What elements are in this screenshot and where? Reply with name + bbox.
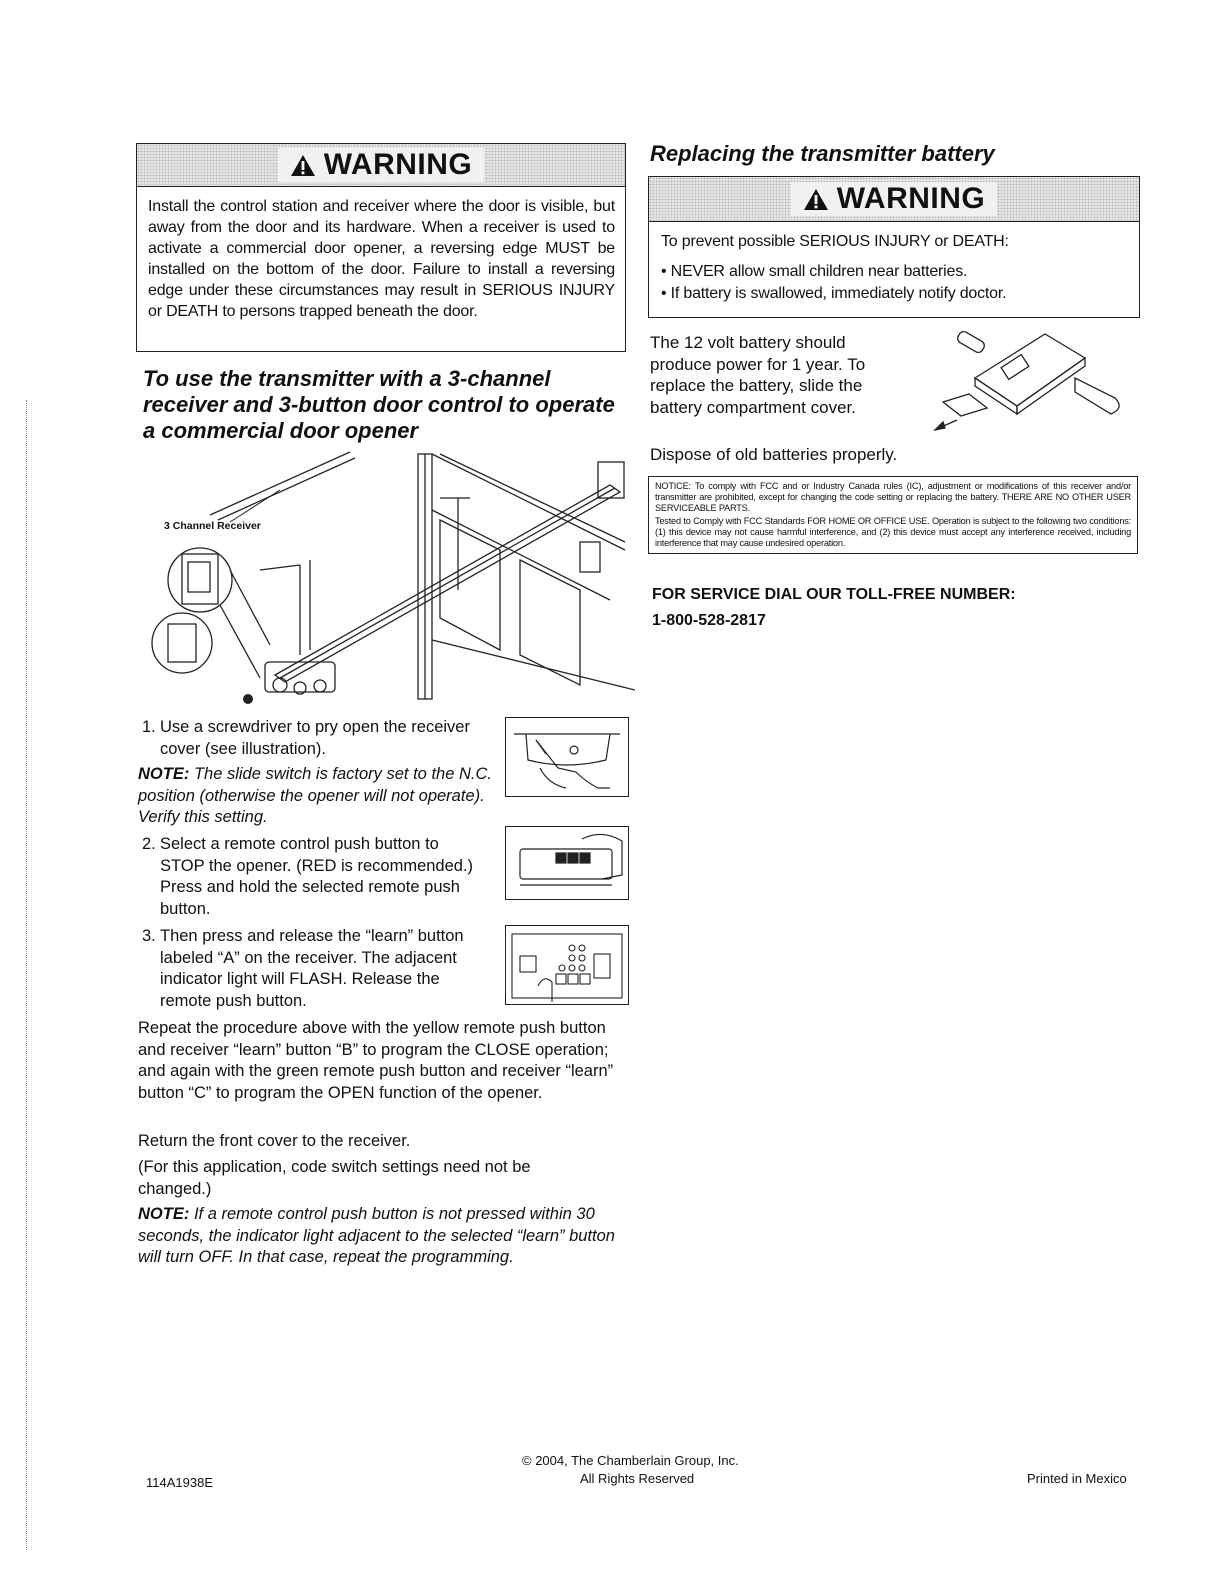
service-label: FOR SERVICE DIAL OUR TOLL-FREE NUMBER: — [652, 586, 1016, 603]
step-1-number: 1. — [142, 718, 156, 736]
receiver-cover-illustration — [505, 717, 629, 797]
note-2-text: If a remote control push button is not pressed within 30 seconds, the indicator light adjacent to the selected “learn” button will turn OFF. In that case, repeat the programming. — [138, 1205, 615, 1266]
remote-button-illustration — [505, 826, 629, 900]
warning-triangle-icon — [803, 188, 829, 211]
return-cover-text: Return the front cover to the receiver. — [138, 1132, 411, 1150]
learn-button-illustration — [505, 925, 629, 1005]
footer-copyright: © 2004, The Chamberlain Group, Inc. — [522, 1453, 739, 1468]
warning-triangle-icon — [290, 154, 316, 177]
fcc-notice-box — [648, 476, 1138, 554]
remote-press-drawing — [506, 827, 628, 899]
warning-box-left — [136, 143, 626, 352]
warning-intro: To prevent possible SERIOUS INJURY or DEATH: — [661, 233, 1009, 250]
garage-opener-illustration — [140, 450, 635, 712]
screwdriver-pry-drawing — [506, 718, 628, 796]
warning-title-right: WARNING — [791, 182, 998, 216]
code-switch-text: (For this application, code switch settings need not be changed.) — [138, 1158, 531, 1198]
footer-rights: All Rights Reserved — [580, 1471, 695, 1486]
warning-box-right — [648, 176, 1140, 318]
garage-opener-drawing — [140, 450, 635, 712]
warning-bullet-1: • NEVER allow small children near batteries. — [661, 263, 968, 280]
section-heading-3-channel: To use the transmitter with a 3-channel receiver and 3-button door control to operate a commercial door opener — [143, 366, 615, 443]
illustration-label-receiver: 3 Channel Receiver — [164, 520, 261, 532]
note-2 — [138, 1204, 618, 1269]
note-1-text: The slide switch is factory set to the N.C. position (otherwise the opener will not operate). Verify this setting. — [138, 765, 492, 826]
section-heading-battery: Replacing the transmitter battery — [650, 141, 995, 166]
footer-printed-in: Printed in Mexico — [1027, 1471, 1127, 1486]
warning-header-right — [649, 177, 1139, 222]
fcc-notice-paragraph-1: NOTICE: To comply with FCC and or Industry Canada rules (IC), adjustment or modifications of this receiver and/or transmitter are prohibited, except for changing the code setting or replacing the battery. THERE ARE NO OTHER USER SERVICEABLE PARTS. — [655, 481, 1131, 513]
step-2 — [142, 834, 482, 920]
step-2-text: Select a remote control push button to STOP the opener. (RED is recommended.) Press and hold the selected remote push button. — [160, 835, 474, 918]
warning-title: WARNING — [278, 148, 485, 182]
step-3-text: Then press and release the “learn” button labeled “A” on the receiver. The adjacent indicator light will FLASH. Release the remote push button. — [160, 927, 464, 1010]
note-1-label: NOTE: — [138, 765, 190, 783]
warning-bullet-2: • If battery is swallowed, immediately notify doctor. — [661, 285, 1007, 302]
page-edge-line — [26, 400, 27, 1550]
warning-body-text: Install the control station and receiver where the door is visible, but away from the door and its hardware. When a receiver is used to activate a commercial door opener, a reversing edge MUST be installed on the bottom of the door. Failure to install a reversing edge under these circumstances may result in SERIOUS INJURY or DEATH to persons trapped beneath the door. — [148, 198, 615, 320]
step-1 — [142, 717, 482, 760]
dispose-batteries-text: Dispose of old batteries properly. — [650, 445, 898, 464]
transmitter-battery-drawing — [925, 328, 1130, 433]
step-1-text: Use a screwdriver to pry open the receiver cover (see illustration). — [160, 718, 470, 758]
footer-part-number: 114A1938E — [146, 1475, 213, 1490]
receiver-board-drawing — [506, 926, 628, 1004]
fcc-notice-paragraph-2: Tested to Comply with FCC Standards FOR HOME OR OFFICE USE. Operation is subject to the following two conditions: (1) this device may not cause harmful interference, and (2) this device must accept any interference received, including interference that may cause undesired operation. — [655, 516, 1131, 548]
step-2-number: 2. — [142, 835, 156, 853]
service-phone-number: 1-800-528-2817 — [652, 612, 766, 629]
step-3-number: 3. — [142, 927, 156, 945]
transmitter-battery-illustration — [925, 328, 1130, 433]
repeat-procedure-text: Repeat the procedure above with the yellow remote push button and receiver “learn” button “B” to program the CLOSE operation; and again with the green remote push button and receiver “learn” button “C” to program the OPEN function of the opener. — [138, 1019, 614, 1102]
note-2-label: NOTE: — [138, 1205, 190, 1223]
warning-header — [137, 144, 625, 187]
battery-life-text: The 12 volt battery should produce power for 1 year. To replace the battery, slide the battery compartment cover. — [650, 333, 866, 417]
note-1 — [138, 764, 508, 829]
step-3 — [142, 926, 482, 1012]
